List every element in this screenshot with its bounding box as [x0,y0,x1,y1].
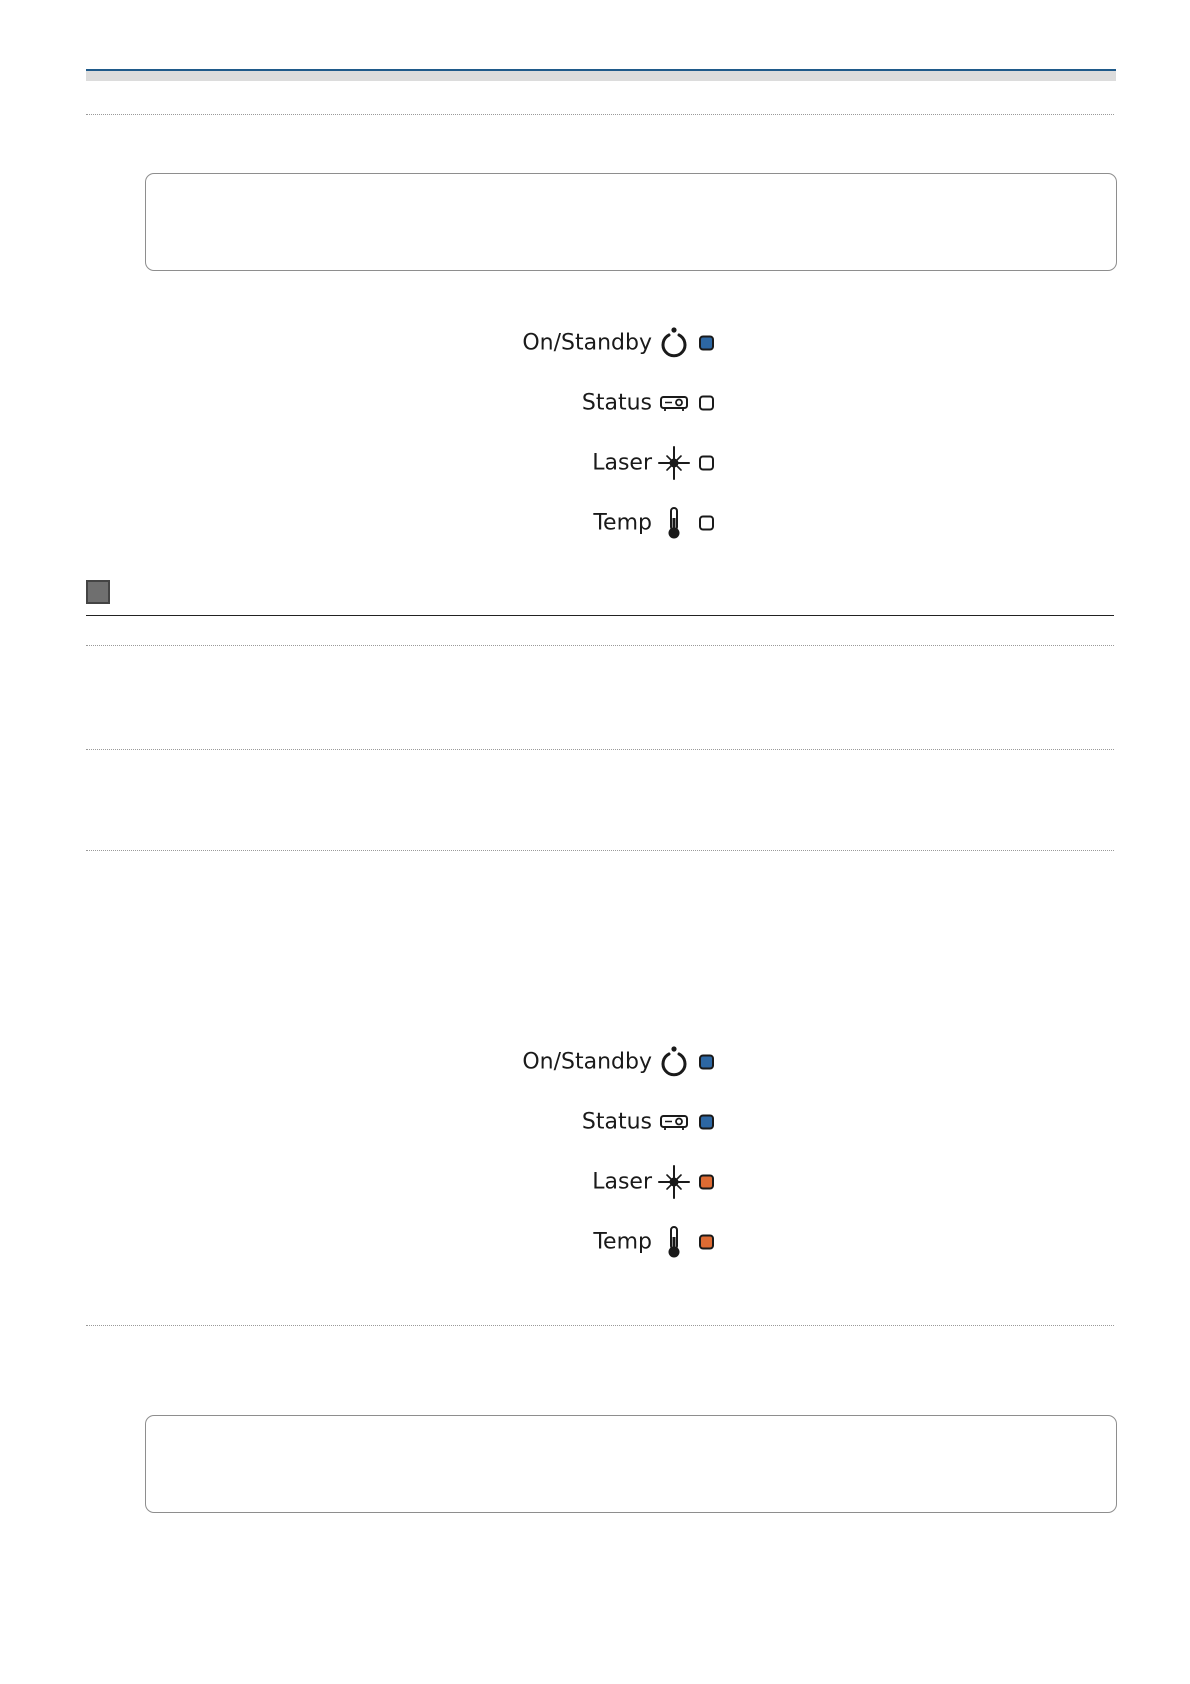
indicator-lamp [699,396,714,411]
indicator-lamp [699,1115,714,1130]
indicator-lamp [699,1235,714,1250]
divider [86,645,1114,646]
indicator-row-temp [440,1212,740,1272]
indicator-lamp [699,516,714,531]
indicator-panel-1 [440,313,740,553]
indicator-lamp [699,1055,714,1070]
divider [86,850,1114,851]
laser-icon [658,1165,690,1199]
indicator-row-on-standby [440,313,740,373]
indicator-label: Laser [592,1169,652,1195]
header-bar [86,69,1116,81]
indicator-label: On/Standby [522,330,652,356]
indicator-row-laser [440,1152,740,1212]
divider [86,749,1114,750]
section-marker [86,580,110,604]
indicator-label: On/Standby [522,1049,652,1075]
indicator-label: Laser [592,450,652,476]
indicator-label: Status [581,390,652,416]
indicator-row-on-standby [440,1032,740,1092]
thermometer-icon [658,1225,690,1259]
indicator-panel-2 [440,1032,740,1272]
thermometer-icon [658,506,690,540]
power-icon [658,326,690,360]
indicator-label: Temp [593,1229,652,1255]
indicator-row-status [440,373,740,433]
divider [86,1325,1114,1326]
section-rule [86,615,1114,616]
projector-icon [658,1105,690,1139]
projector-icon [658,386,690,420]
indicator-lamp [699,336,714,351]
indicator-row-status [440,1092,740,1152]
indicator-row-laser [440,433,740,493]
indicator-label: Status [581,1109,652,1135]
indicator-label: Temp [593,510,652,536]
divider [86,114,1114,115]
note-box [145,173,1117,271]
power-icon [658,1045,690,1079]
indicator-lamp [699,456,714,471]
indicator-row-temp [440,493,740,553]
laser-icon [658,446,690,480]
note-box [145,1415,1117,1513]
indicator-lamp [699,1175,714,1190]
